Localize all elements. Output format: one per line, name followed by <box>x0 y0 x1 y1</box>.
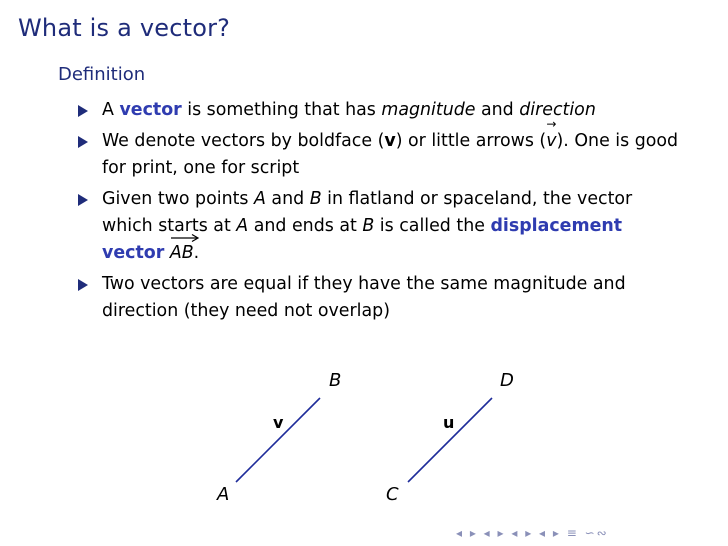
vector-u-line <box>408 398 492 482</box>
vector-arrow-icon: → <box>546 117 557 131</box>
bullet-item: A vector is something that has magnitude and direction <box>78 97 688 124</box>
vector-v-line <box>236 398 320 482</box>
point-label-B: B <box>329 370 342 391</box>
bullet-item: Given two points A and B in flatland or spaceland, the vector which starts at A and ends at B is called the displacement vector AB. <box>78 186 688 267</box>
bullet-item: We denote vectors by boldface (v) or little arrows ( → v). One is good for print, one for script <box>78 128 688 182</box>
term-vector: vector <box>119 100 182 120</box>
point-label-C: C <box>386 484 399 505</box>
term-displacement-vector: displacement vector <box>102 216 623 263</box>
vector-AB: AB <box>170 240 194 267</box>
point-label-D: D <box>500 370 514 391</box>
point-label-A: A <box>217 484 230 505</box>
frame-title: What is a vector? <box>18 14 231 42</box>
block-title: Definition <box>58 64 146 85</box>
bullet-item: Two vectors are equal if they have the same magnitude and direction (they need not overlap) <box>78 271 688 325</box>
arrow-vector-v: → v <box>546 117 557 151</box>
beamer-navigation[interactable]: ◂ ▸ ◂ ▸ ◂ ▸ ◂ ▸ ≡ ∽∾ <box>456 526 609 540</box>
vector-label-u: u <box>443 413 455 432</box>
vector-label-v: v <box>273 413 284 432</box>
